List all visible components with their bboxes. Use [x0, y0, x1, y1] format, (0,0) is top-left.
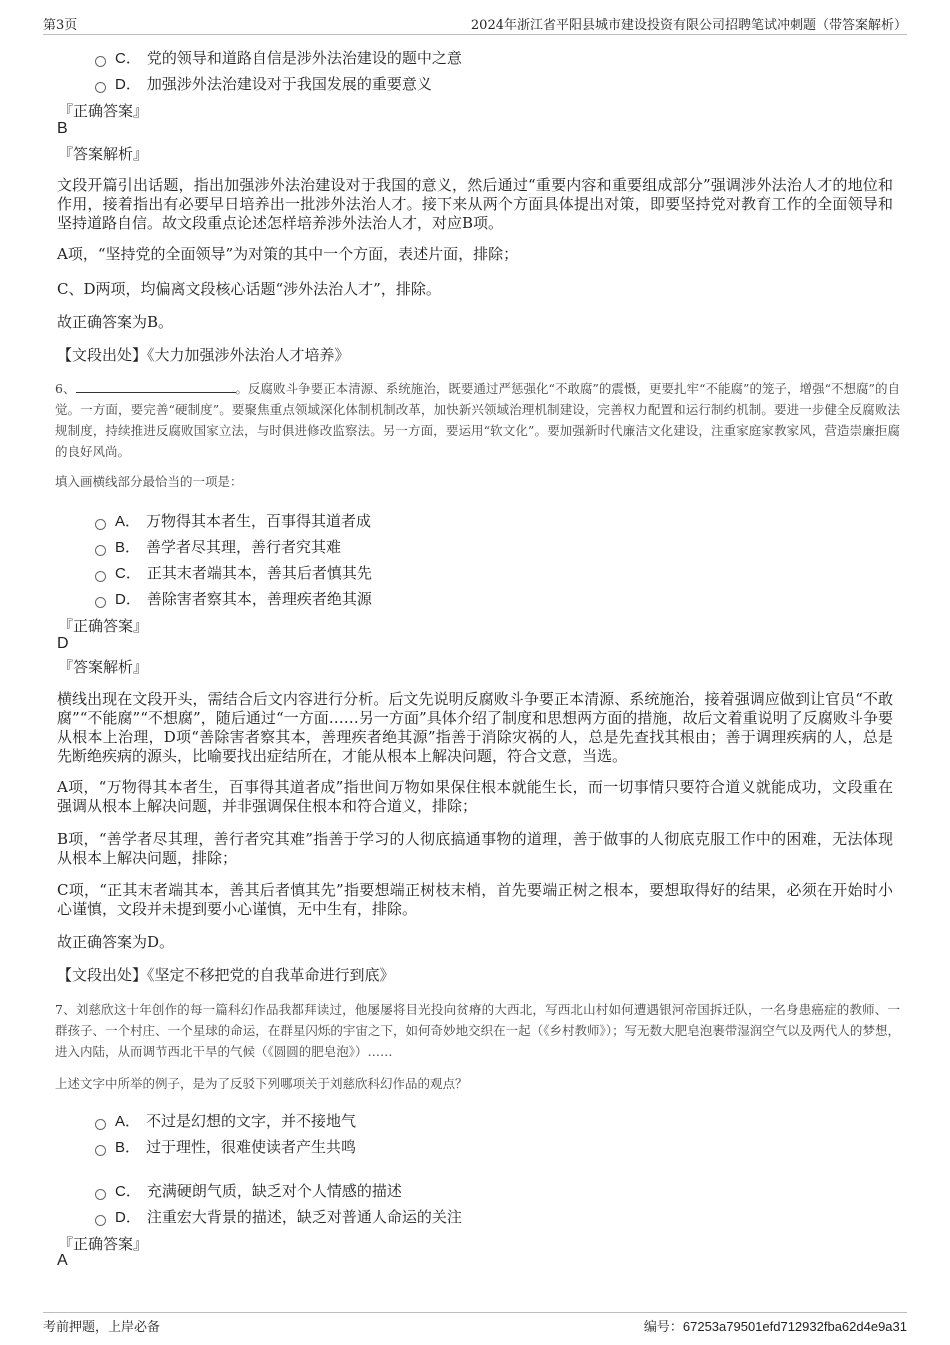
- document-code: 编号：67253a79501efd712932fba62d4e9a31: [643, 1319, 907, 1334]
- q6-analysis-label: 『答案解析』: [58, 658, 149, 676]
- page-number: 第3页: [43, 18, 78, 33]
- q6-option-c[interactable]: C． 正其末者端其本，善其后者慎其先: [95, 562, 372, 583]
- q7-option-a[interactable]: A． 不过是幻想的文字，并不接地气: [95, 1110, 356, 1131]
- radio-icon[interactable]: [95, 1215, 106, 1226]
- q6-analysis-a: A项，“万物得其本者生，百事得其道者成”指世间万物如果保住根本就能生长，而一切事情只要符合道义就能成功，文段重在强调从根本上解决问题，并非强调保住根本和符合道义，排除；: [57, 778, 893, 815]
- footer-slogan: 考前押题，上岸必备: [43, 1320, 161, 1335]
- q5-analysis-cd: C、D两项，均偏离文段核心话题“涉外法治人才”，排除。: [57, 280, 441, 298]
- q6-source: 【文段出处】《坚定不移把党的自我革命进行到底》: [57, 966, 395, 984]
- q5-conclusion: 故正确答案为B。: [57, 313, 174, 331]
- q6-option-b[interactable]: B． 善学者尽其理，善行者究其难: [95, 536, 341, 557]
- q6-analysis-c: C项，“正其末者端其本，善其后者慎其先”指要想端正树枝末梢，首先要端正树之根本，要想取得好的结果，必须在开始时小心谨慎，文段并未提到要小心谨慎，无中生有，排除。: [57, 881, 893, 918]
- radio-icon[interactable]: [95, 56, 106, 67]
- q6-conclusion: 故正确答案为D。: [57, 933, 175, 951]
- q5-analysis-body: 文段开篇引出话题，指出加强涉外法治建设对于我国的意义，然后通过“重要内容和重要组成部分”强调涉外法治人才的地位和作用，接着指出有必要早日培养出一批涉外法治人才。接下来从两个方面具体提出对策，即要坚持党对教育工作的全面领导和坚持道路自信。故文段重点论述怎样培养涉外法治人才，对应B项。: [57, 176, 893, 232]
- q5-analysis-a: A项，“坚持党的全面领导”为对策的其中一个方面，表述片面，排除；: [57, 245, 519, 263]
- fill-blank: [76, 380, 236, 393]
- q6-answer-label: 『正确答案』: [58, 617, 149, 635]
- q6-stem: 6、 。反腐败斗争要正本清源、系统施治，既要通过严惩强化“不敢腐”的震慑，更要扎牢“不能腐”的笼子，增强“不想腐”的自觉。一方面，要完善“硬制度”。要聚焦重点领域深化体制机制改革，加快新兴领域治理机制建设，完善权力配置和运行制约机制。要进一步健全反腐败法规制度，持续推进反腐败国家立法，与时俱进修改监察法。另一方面，要运用“软文化”。要加强新时代廉洁文化建设，注重家庭家教家风，营造崇廉拒腐的良好风尚。: [55, 381, 900, 459]
- q6-option-d[interactable]: D． 善除害者察其本，善理疾者绝其源: [95, 588, 372, 609]
- radio-icon[interactable]: [95, 571, 106, 582]
- q6-option-a[interactable]: A． 万物得其本者生，百事得其道者成: [95, 510, 371, 531]
- page-footer: [43, 1312, 907, 1337]
- radio-icon[interactable]: [95, 519, 106, 530]
- document-title: 2024年浙江省平阳县城市建设投资有限公司招聘笔试冲刺题（带答案解析）: [470, 18, 907, 33]
- radio-icon[interactable]: [95, 545, 106, 556]
- radio-icon[interactable]: [95, 597, 106, 608]
- q5-option-c[interactable]: C． 党的领导和道路自信是涉外法治建设的题中之意: [95, 47, 462, 68]
- q6-analysis-body: 横线出现在文段开头，需结合后文内容进行分析。后文先说明反腐败斗争要正本清源、系统施治，接着强调应做到让官员“不敢腐”“不能腐”“不想腐”，随后通过“一方面……另一方面”具体介绍了制度和思想两方面的措施，故后文着重说明了反腐败斗争要从根本上治理，D项“善除害者察其本，善理疾者绝其源”指善于消除灾祸的人，总是先查找其根由；善于调理疾病的人，总是先断绝疾病的源头，比喻要找出症结所在，才能从根本上解决问题，符合文意，当选。: [57, 690, 893, 765]
- radio-icon[interactable]: [95, 1119, 106, 1130]
- q7-prompt: 上述文字中所举的例子，是为了反驳下列哪项关于刘慈欣科幻作品的观点？: [55, 1076, 468, 1091]
- q7-answer-label: 『正确答案』: [58, 1235, 149, 1253]
- q5-source: 【文段出处】《大力加强涉外法治人才培养》: [57, 346, 350, 364]
- q6-answer: D: [57, 635, 69, 652]
- page-header: [43, 12, 907, 35]
- radio-icon[interactable]: [95, 1189, 106, 1200]
- q5-answer: B: [57, 120, 68, 137]
- q6-prompt: 填入画横线部分最恰当的一项是：: [55, 474, 243, 489]
- q5-option-d[interactable]: D． 加强涉外法治建设对于我国发展的重要意义: [95, 73, 432, 94]
- q7-option-d[interactable]: D． 注重宏大背景的描述，缺乏对普通人命运的关注: [95, 1206, 462, 1227]
- q5-analysis-label: 『答案解析』: [58, 145, 149, 163]
- radio-icon[interactable]: [95, 1145, 106, 1156]
- q7-option-b[interactable]: B． 过于理性，很难使读者产生共鸣: [95, 1136, 356, 1157]
- radio-icon[interactable]: [95, 82, 106, 93]
- q7-option-c[interactable]: C． 充满硬朗气质，缺乏对个人情感的描述: [95, 1180, 402, 1201]
- q7-stem: 7、刘慈欣这十年创作的每一篇科幻作品我都拜读过，他屡屡将目光投向贫瘠的大西北，写西北山村如何遭遇银河帝国拆迁队，一名身患癌症的教师、一群孩子、一个村庄、一个星球的命运，在群星闪烁的宇宙之下，如何奇妙地交织在一起（《乡村教师》）；写无数大肥皂泡裹带湿润空气以及两代人的梦想，进入内陆，从而调节西北干旱的气候（《圆圆的肥皂泡》）……: [55, 1002, 900, 1059]
- q7-answer: A: [57, 1252, 68, 1269]
- q5-answer-label: 『正确答案』: [58, 102, 149, 120]
- q6-analysis-b: B项，“善学者尽其理，善行者究其难”指善于学习的人彻底搞通事物的道理，善于做事的人彻底克服工作中的困难，无法体现从根本上解决问题，排除；: [57, 830, 893, 867]
